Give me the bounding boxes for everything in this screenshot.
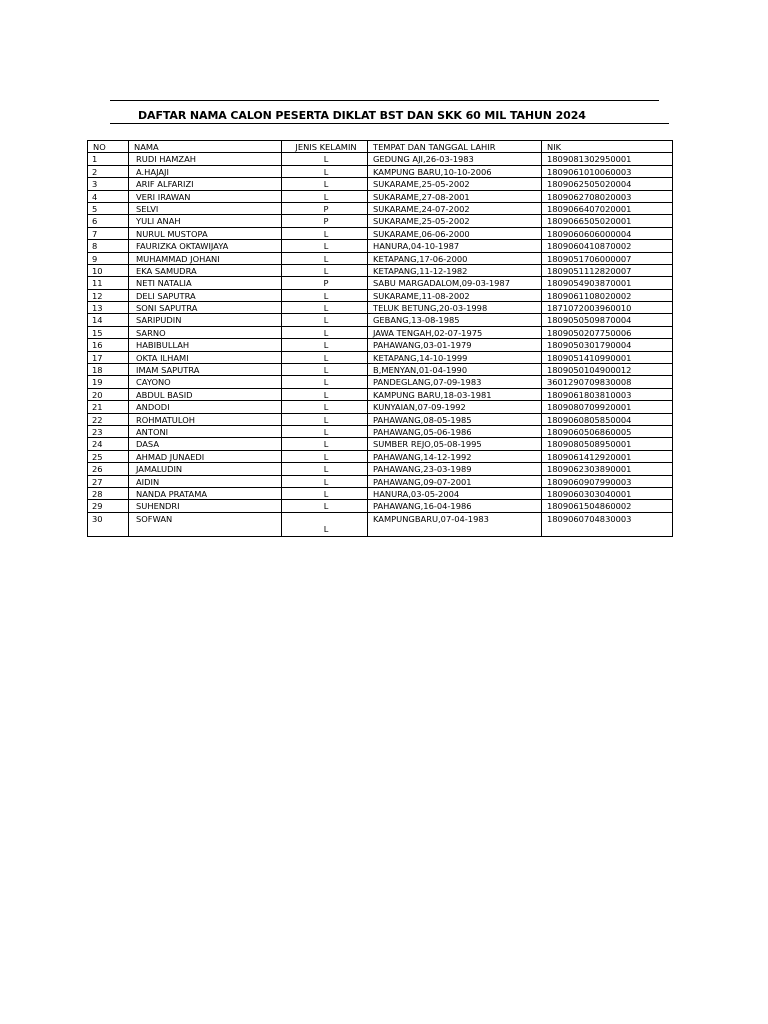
cell-nik: 1809061504860002 xyxy=(542,500,673,512)
table-row xyxy=(88,475,673,487)
cell-nama: SUHENDRI xyxy=(129,500,282,512)
cell-tempat-tanggal-lahir: KAMPUNG BARU,18-03-1981 xyxy=(368,388,542,400)
cell-tempat-tanggal-lahir: PAHAWANG,14-12-1992 xyxy=(368,450,542,462)
cell-nik: 1809061010060003 xyxy=(542,165,673,177)
cell-nama: ANTONI xyxy=(129,425,282,437)
table-row xyxy=(88,339,673,351)
table-row xyxy=(88,153,673,165)
table-row xyxy=(88,277,673,289)
header-jenis-kelamin: JENIS KELAMIN xyxy=(282,141,368,153)
cell-no: 20 xyxy=(88,388,129,400)
table-row xyxy=(88,202,673,214)
cell-no: 4 xyxy=(88,190,129,202)
cell-no: 14 xyxy=(88,314,129,326)
title-underline xyxy=(110,108,669,124)
cell-jenis-kelamin: L xyxy=(282,339,368,351)
cell-nama: SELVI xyxy=(129,202,282,214)
cell-nama: ABDUL BASID xyxy=(129,388,282,400)
cell-jenis-kelamin: L xyxy=(282,302,368,314)
cell-no: 7 xyxy=(88,227,129,239)
table-row xyxy=(88,450,673,462)
cell-tempat-tanggal-lahir: HANURA,04-10-1987 xyxy=(368,240,542,252)
table-row xyxy=(88,190,673,202)
cell-tempat-tanggal-lahir: TELUK BETUNG,20-03-1998 xyxy=(368,302,542,314)
cell-nama: SONI SAPUTRA xyxy=(129,302,282,314)
cell-jenis-kelamin: L xyxy=(282,314,368,326)
cell-nama: ARIF ALFARIZI xyxy=(129,178,282,190)
cell-jenis-kelamin: L xyxy=(282,512,368,536)
table-row xyxy=(88,376,673,388)
header-tempat-tanggal-lahir: TEMPAT DAN TANGGAL LAHIR xyxy=(368,141,542,153)
cell-jenis-kelamin: L xyxy=(282,475,368,487)
cell-nik: 1809062708020003 xyxy=(542,190,673,202)
cell-tempat-tanggal-lahir: SUMBER REJO,05-08-1995 xyxy=(368,438,542,450)
cell-nama: ANDODI xyxy=(129,401,282,413)
table-row xyxy=(88,178,673,190)
cell-nama: A.HAJAJI xyxy=(129,165,282,177)
table-row xyxy=(88,463,673,475)
cell-nama: DASA xyxy=(129,438,282,450)
cell-nik: 1809066407020001 xyxy=(542,202,673,214)
cell-jenis-kelamin: L xyxy=(282,165,368,177)
document-title: DAFTAR NAMA CALON PESERTA DIKLAT BST DAN SKK 60 MIL TAHUN 2024 xyxy=(138,109,586,122)
cell-nama: SARNO xyxy=(129,326,282,338)
cell-tempat-tanggal-lahir: SUKARAME,06-06-2000 xyxy=(368,227,542,239)
cell-nik: 1809061803810003 xyxy=(542,388,673,400)
cell-tempat-tanggal-lahir: SUKARAME,25-05-2002 xyxy=(368,178,542,190)
cell-nama: RUDI HAMZAH xyxy=(129,153,282,165)
cell-jenis-kelamin: P xyxy=(282,215,368,227)
cell-tempat-tanggal-lahir: SUKARAME,11-08-2002 xyxy=(368,289,542,301)
cell-no: 24 xyxy=(88,438,129,450)
cell-jenis-kelamin: P xyxy=(282,277,368,289)
cell-tempat-tanggal-lahir: JAWA TENGAH,02-07-1975 xyxy=(368,326,542,338)
cell-tempat-tanggal-lahir: PAHAWANG,09-07-2001 xyxy=(368,475,542,487)
cell-nama: JAMALUDIN xyxy=(129,463,282,475)
header-nama: NAMA xyxy=(129,141,282,153)
cell-nama: SARIPUDIN xyxy=(129,314,282,326)
cell-nama: VERI IRAWAN xyxy=(129,190,282,202)
cell-jenis-kelamin: L xyxy=(282,413,368,425)
table-row xyxy=(88,364,673,376)
table-row xyxy=(88,438,673,450)
cell-tempat-tanggal-lahir: KUNYAIAN,07-09-1992 xyxy=(368,401,542,413)
cell-nama: OKTA ILHAMI xyxy=(129,351,282,363)
cell-nama: ROHMATULOH xyxy=(129,413,282,425)
cell-nama: AIDIN xyxy=(129,475,282,487)
cell-nama: IMAM SAPUTRA xyxy=(129,364,282,376)
table-row xyxy=(88,487,673,499)
cell-nik: 1809054903870001 xyxy=(542,277,673,289)
table-body xyxy=(88,153,673,536)
cell-nik: 1809080709920001 xyxy=(542,401,673,413)
cell-nik: 1809061108020002 xyxy=(542,289,673,301)
cell-nik: 3601290709830008 xyxy=(542,376,673,388)
cell-tempat-tanggal-lahir: PAHAWANG,08-05-1985 xyxy=(368,413,542,425)
cell-tempat-tanggal-lahir: GEDUNG AJI,26-03-1983 xyxy=(368,153,542,165)
cell-tempat-tanggal-lahir: KETAPANG,17-06-2000 xyxy=(368,252,542,264)
cell-tempat-tanggal-lahir: SUKARAME,24-07-2002 xyxy=(368,202,542,214)
cell-nama: HABIBULLAH xyxy=(129,339,282,351)
cell-no: 18 xyxy=(88,364,129,376)
cell-jenis-kelamin: L xyxy=(282,289,368,301)
cell-jenis-kelamin: L xyxy=(282,351,368,363)
cell-jenis-kelamin: L xyxy=(282,463,368,475)
cell-jenis-kelamin: L xyxy=(282,153,368,165)
cell-tempat-tanggal-lahir: PAHAWANG,05-06-1986 xyxy=(368,425,542,437)
cell-no: 8 xyxy=(88,240,129,252)
cell-jenis-kelamin: L xyxy=(282,364,368,376)
cell-jenis-kelamin: L xyxy=(282,326,368,338)
cell-tempat-tanggal-lahir: KETAPANG,11-12-1982 xyxy=(368,264,542,276)
cell-nama: AHMAD JUNAEDI xyxy=(129,450,282,462)
table-row xyxy=(88,512,673,536)
cell-no: 15 xyxy=(88,326,129,338)
cell-nik: 1871072003960010 xyxy=(542,302,673,314)
cell-nik: 1809061412920001 xyxy=(542,450,673,462)
cell-jenis-kelamin: L xyxy=(282,401,368,413)
table-row xyxy=(88,252,673,264)
cell-no: 27 xyxy=(88,475,129,487)
table-row xyxy=(88,401,673,413)
cell-no: 6 xyxy=(88,215,129,227)
cell-nik: 1809051112820007 xyxy=(542,264,673,276)
cell-no: 25 xyxy=(88,450,129,462)
cell-tempat-tanggal-lahir: KAMPUNGBARU,07-04-1983 xyxy=(368,512,542,536)
cell-no: 3 xyxy=(88,178,129,190)
table-row xyxy=(88,500,673,512)
table-row xyxy=(88,425,673,437)
cell-tempat-tanggal-lahir: KAMPUNG BARU,10-10-2006 xyxy=(368,165,542,177)
cell-tempat-tanggal-lahir: GEBANG,13-08-1985 xyxy=(368,314,542,326)
table-row xyxy=(88,351,673,363)
header-no: NO xyxy=(88,141,129,153)
cell-tempat-tanggal-lahir: KETAPANG,14-10-1999 xyxy=(368,351,542,363)
top-rule xyxy=(110,100,659,101)
cell-tempat-tanggal-lahir: SABU MARGADALOM,09-03-1987 xyxy=(368,277,542,289)
cell-nama: YULI ANAH xyxy=(129,215,282,227)
table-row xyxy=(88,314,673,326)
cell-jenis-kelamin: L xyxy=(282,264,368,276)
table-row xyxy=(88,165,673,177)
cell-no: 28 xyxy=(88,487,129,499)
cell-jenis-kelamin: L xyxy=(282,240,368,252)
cell-nama: CAYONO xyxy=(129,376,282,388)
cell-tempat-tanggal-lahir: PAHAWANG,03-01-1979 xyxy=(368,339,542,351)
cell-nik: 1809060410870002 xyxy=(542,240,673,252)
table-row xyxy=(88,289,673,301)
cell-nama: MUHAMMAD JOHANI xyxy=(129,252,282,264)
cell-nik: 1809060805850004 xyxy=(542,413,673,425)
table-row xyxy=(88,302,673,314)
cell-jenis-kelamin: L xyxy=(282,227,368,239)
cell-no: 30 xyxy=(88,512,129,536)
cell-nama: NANDA PRATAMA xyxy=(129,487,282,499)
table-row xyxy=(88,227,673,239)
table-row xyxy=(88,264,673,276)
cell-nik: 1809060506860005 xyxy=(542,425,673,437)
cell-nik: 1809051706000007 xyxy=(542,252,673,264)
cell-nama: FAURIZKA OKTAWIJAYA xyxy=(129,240,282,252)
cell-no: 17 xyxy=(88,351,129,363)
cell-no: 9 xyxy=(88,252,129,264)
cell-nik: 1809050301790004 xyxy=(542,339,673,351)
cell-no: 29 xyxy=(88,500,129,512)
cell-nama: EKA SAMUDRA xyxy=(129,264,282,276)
cell-tempat-tanggal-lahir: SUKARAME,25-05-2002 xyxy=(368,215,542,227)
cell-nama: NETI NATALIA xyxy=(129,277,282,289)
cell-no: 22 xyxy=(88,413,129,425)
table-row xyxy=(88,388,673,400)
cell-no: 12 xyxy=(88,289,129,301)
cell-nik: 1809050509870004 xyxy=(542,314,673,326)
cell-tempat-tanggal-lahir: B,MENYAN,01-04-1990 xyxy=(368,364,542,376)
cell-jenis-kelamin: P xyxy=(282,202,368,214)
table-row xyxy=(88,413,673,425)
cell-nik: 1809080508950001 xyxy=(542,438,673,450)
cell-jenis-kelamin: L xyxy=(282,450,368,462)
cell-jenis-kelamin: L xyxy=(282,190,368,202)
cell-jenis-kelamin: L xyxy=(282,487,368,499)
cell-no: 23 xyxy=(88,425,129,437)
cell-jenis-kelamin: L xyxy=(282,388,368,400)
header-nik: NIK xyxy=(542,141,673,153)
cell-nik: 1809066505020001 xyxy=(542,215,673,227)
cell-no: 19 xyxy=(88,376,129,388)
cell-no: 26 xyxy=(88,463,129,475)
cell-nik: 1809062505020004 xyxy=(542,178,673,190)
participant-table xyxy=(87,140,673,537)
cell-jenis-kelamin: L xyxy=(282,500,368,512)
cell-no: 16 xyxy=(88,339,129,351)
cell-jenis-kelamin: L xyxy=(282,438,368,450)
cell-no: 1 xyxy=(88,153,129,165)
cell-nik: 1809081302950001 xyxy=(542,153,673,165)
cell-no: 10 xyxy=(88,264,129,276)
cell-nama: NURUL MUSTOPA xyxy=(129,227,282,239)
table-row xyxy=(88,240,673,252)
cell-nik: 1809060303040001 xyxy=(542,487,673,499)
cell-jenis-kelamin: L xyxy=(282,252,368,264)
cell-nik: 1809050104900012 xyxy=(542,364,673,376)
cell-nama: SOFWAN xyxy=(129,512,282,536)
cell-nik: 1809060606000004 xyxy=(542,227,673,239)
cell-no: 21 xyxy=(88,401,129,413)
cell-tempat-tanggal-lahir: SUKARAME,27-08-2001 xyxy=(368,190,542,202)
cell-no: 13 xyxy=(88,302,129,314)
cell-jenis-kelamin: L xyxy=(282,178,368,190)
cell-tempat-tanggal-lahir: PANDEGLANG,07-09-1983 xyxy=(368,376,542,388)
table-row xyxy=(88,215,673,227)
cell-tempat-tanggal-lahir: HANURA,03-05-2004 xyxy=(368,487,542,499)
cell-nik: 1809060907990003 xyxy=(542,475,673,487)
cell-jenis-kelamin: L xyxy=(282,425,368,437)
cell-nik: 1809050207750006 xyxy=(542,326,673,338)
cell-jenis-kelamin: L xyxy=(282,376,368,388)
cell-no: 2 xyxy=(88,165,129,177)
cell-nama: DELI SAPUTRA xyxy=(129,289,282,301)
cell-tempat-tanggal-lahir: PAHAWANG,23-03-1989 xyxy=(368,463,542,475)
cell-nik: 1809051410990001 xyxy=(542,351,673,363)
table-row xyxy=(88,326,673,338)
cell-no: 11 xyxy=(88,277,129,289)
table-header-row xyxy=(88,141,673,153)
cell-nik: 1809060704830003 xyxy=(542,512,673,536)
cell-tempat-tanggal-lahir: PAHAWANG,16-04-1986 xyxy=(368,500,542,512)
cell-no: 5 xyxy=(88,202,129,214)
cell-nik: 1809062303890001 xyxy=(542,463,673,475)
